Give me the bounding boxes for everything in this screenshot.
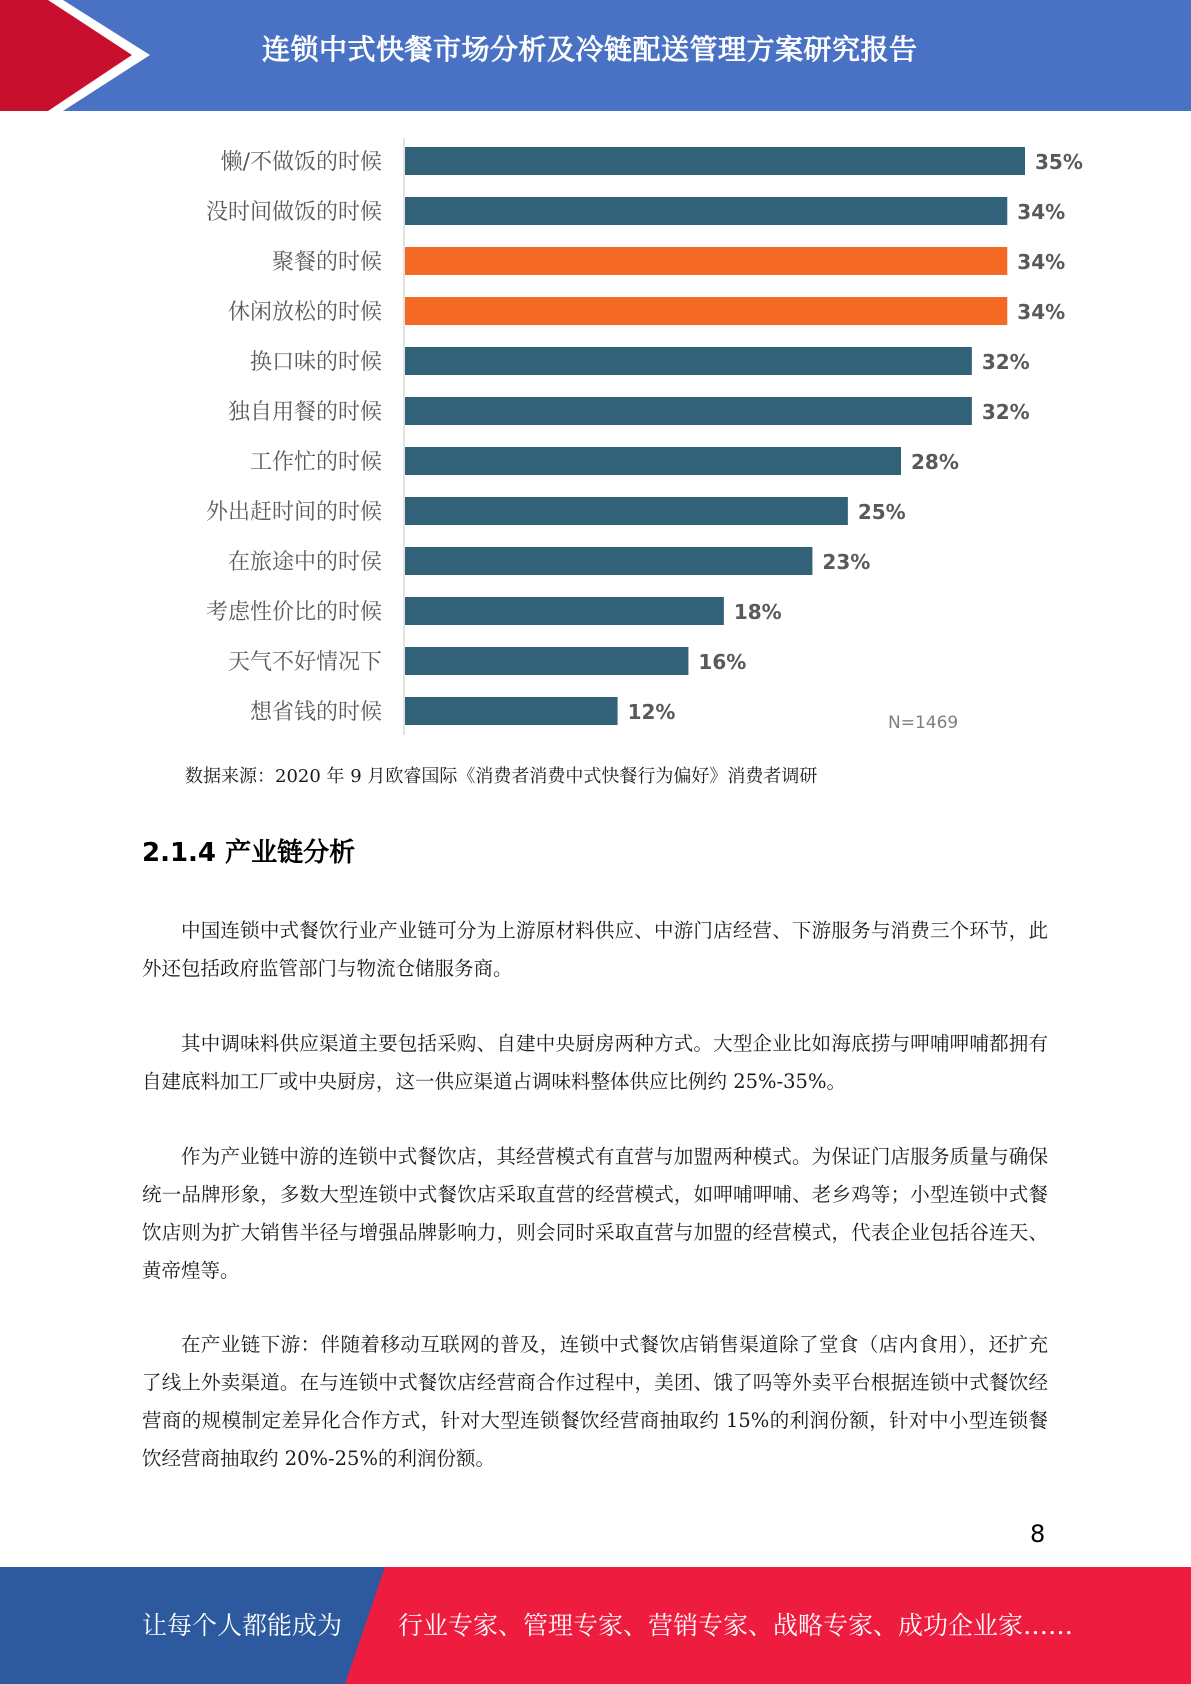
chart-sample-size-note: N=1469 [888, 713, 959, 733]
chart-bar [405, 647, 688, 675]
chart-bar [405, 547, 812, 575]
chart-value-label: 25% [857, 500, 906, 524]
section-heading: 2.1.4 产业链分析 [142, 838, 356, 868]
chart-bar [405, 397, 972, 425]
chart-value-label: 23% [822, 550, 871, 574]
chart-value-label: 35% [1035, 150, 1083, 174]
chart-category-label: 外出赶时间的时候 [205, 500, 382, 525]
chart-category-label: 天气不好情况下 [227, 650, 382, 675]
paragraph-1: 中国连锁中式餐饮行业产业链可分为上游原材料供应、中游门店经营、下游服务与消费三个环节，此外还包括政府监管部门与物流仓储服务商。 [142, 919, 1048, 980]
chart-category-label: 聚餐的时候 [271, 250, 382, 275]
page-number: 8 [1030, 1520, 1046, 1548]
chart-value-label: 34% [1017, 250, 1066, 274]
page-header [0, 0, 1191, 111]
chart-bar [405, 197, 1007, 225]
paragraph-2: 其中调味料供应渠道主要包括采购、自建中央厨房两种方式。大型企业比如海底捞与呷哺呷哺都拥有自建底料加工厂或中央厨房，这一供应渠道占调味料整体供应比例约 25%-35%。 [142, 1032, 1048, 1093]
chart-bar [405, 147, 1025, 175]
bar-chart-svg [0, 130, 1191, 740]
chart-bar [405, 247, 1007, 275]
chart-category-label: 换口味的时候 [249, 350, 382, 375]
document-title: 连锁中式快餐市场分析及冷链配送管理方案研究报告 [262, 33, 918, 66]
paragraph-3: 作为产业链中游的连锁中式餐饮店，其经营模式有直营与加盟两种模式。为保证门店服务质量与确保统一品牌形象，多数大型连锁中式餐饮店采取直营的经营模式，如呷哺呷哺、老乡鸡等；小型连锁中式餐饮店则为扩大销售半径与增强品牌影响力，则会同时采取直营与加盟的经营模式，代表企业包括谷连天、黄帝煌等。 [142, 1145, 1048, 1282]
chart-value-label: 18% [733, 600, 782, 624]
chart-category-label: 考虑性价比的时候 [205, 600, 382, 625]
chart-bar [405, 697, 618, 725]
page-footer [0, 1567, 1191, 1684]
chart-category-label: 工作忙的时候 [249, 450, 382, 475]
bar-chart [0, 130, 1191, 740]
chart-bar [405, 297, 1007, 325]
chart-value-label: 32% [981, 400, 1030, 424]
chart-category-label: 想省钱的时候 [249, 700, 382, 725]
chart-source-caption: 数据来源：2020 年 9 月欧睿国际《消费者消费中式快餐行为偏好》消费者调研 [185, 766, 818, 787]
chart-value-label: 28% [911, 450, 959, 474]
chart-category-label: 休闲放松的时候 [227, 300, 382, 325]
chart-value-label: 16% [698, 650, 747, 674]
footer-slogan-left: 让每个人都能成为 [142, 1611, 343, 1640]
chart-value-label: 12% [627, 700, 676, 724]
chart-value-label: 32% [981, 350, 1030, 374]
chart-bar [405, 497, 848, 525]
chart-bar [405, 447, 901, 475]
chart-bar [405, 597, 724, 625]
chart-value-label: 34% [1017, 200, 1066, 224]
chart-category-label: 独自用餐的时候 [227, 400, 382, 425]
paragraph-4: 在产业链下游：伴随着移动互联网的普及，连锁中式餐饮店销售渠道除了堂食（店内食用），还扩充了线上外卖渠道。在与连锁中式餐饮店经营商合作过程中，美团、饿了吗等外卖平台根据连锁中式餐饮经营商的规模制定差异化合作方式，针对大型连锁餐饮经营商抽取约 15%的利润份额，针对中小型连锁餐饮经营商抽取约 20%-25%的利润份额。 [142, 1333, 1048, 1470]
chart-category-label: 没时间做饭的时候 [205, 200, 382, 225]
chart-bar [405, 347, 972, 375]
chart-category-label: 在旅途中的时侯 [227, 550, 382, 575]
footer-slogan-right: 行业专家、管理专家、营销专家、战略专家、成功企业家…… [398, 1611, 1074, 1640]
chart-value-label: 34% [1017, 300, 1066, 324]
chart-category-label: 懒/不做饭的时候 [220, 150, 382, 175]
